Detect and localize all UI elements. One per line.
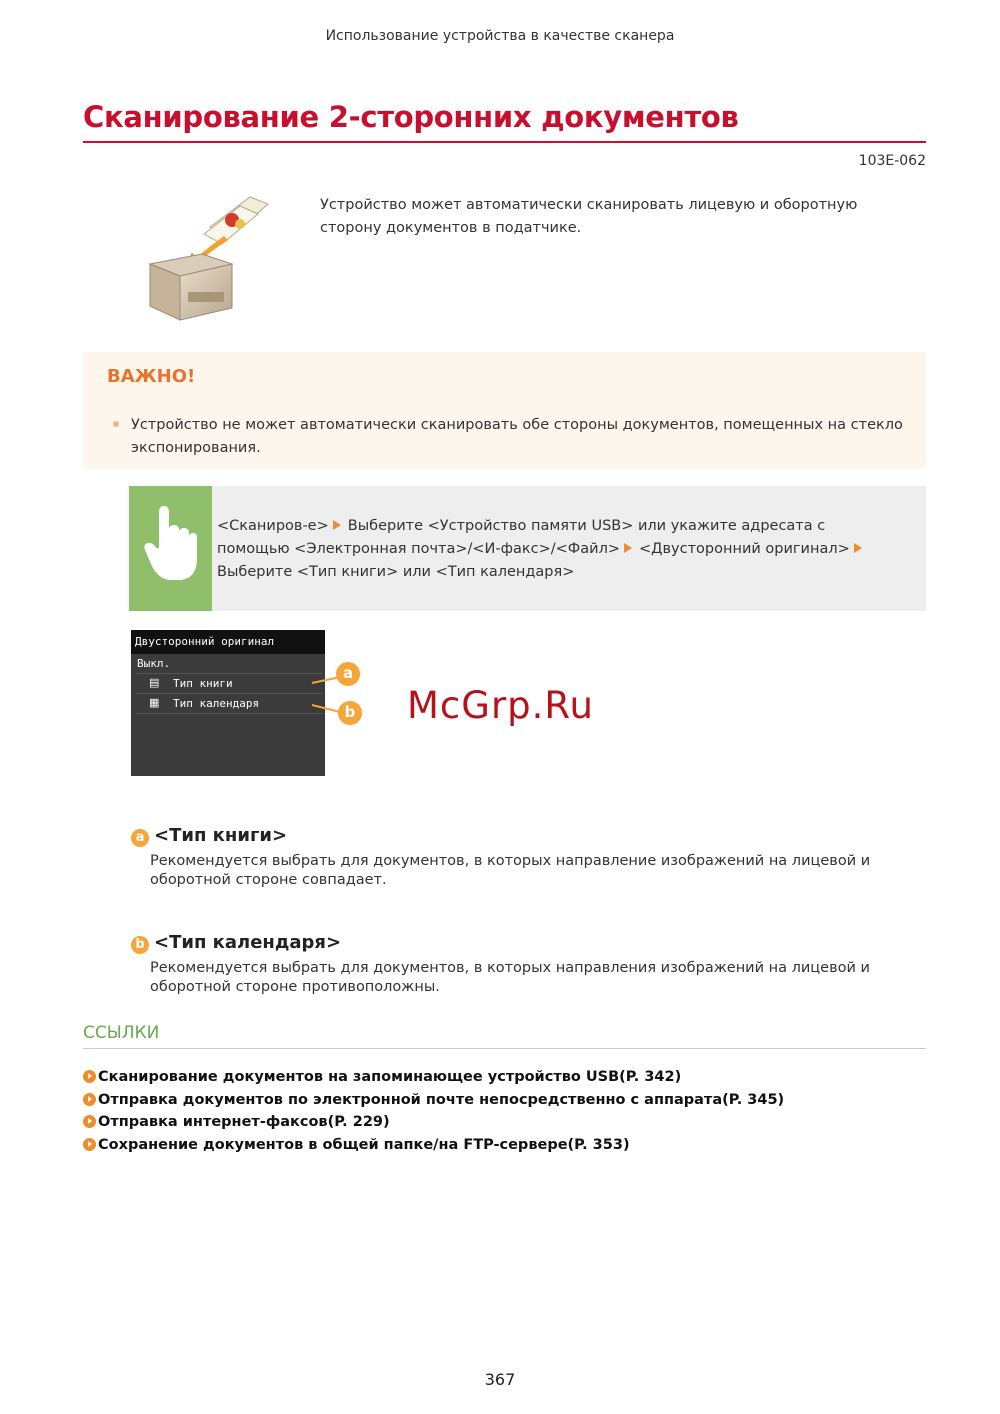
- watermark: McGrp.Ru: [407, 684, 594, 727]
- link-arrow-icon: [83, 1070, 96, 1083]
- callout-badge-b: b: [338, 701, 362, 725]
- calendar-type-icon: ▦: [149, 696, 160, 709]
- link-label: Отправка интернет-факсов(P. 229): [98, 1114, 390, 1130]
- step-part-duplex: <Двусторонний оригинал>: [639, 541, 850, 557]
- page-number: 367: [484, 1370, 516, 1389]
- title-rule: [83, 141, 926, 143]
- screen-divider: [136, 713, 322, 714]
- step-part-destination: Выберите <Устройство памяти USB> или укажите адресата с помощью <Электронная почта>/<И-факс>/<Файл>: [217, 518, 826, 557]
- bullet-icon: [113, 421, 119, 427]
- running-header: Использование устройства в качестве сканера: [325, 28, 675, 44]
- important-label: ВАЖНО!: [107, 366, 196, 387]
- step-arrow-icon: [624, 543, 632, 553]
- document-code: 103E-062: [858, 153, 926, 169]
- step-part-scan: <Сканиров-е>: [217, 518, 329, 534]
- step-icon-area: [129, 486, 212, 611]
- link-label: Отправка документов по электронной почте непосредственно с аппарата(P. 345): [98, 1092, 785, 1108]
- screen-option-off[interactable]: Выкл.: [137, 657, 171, 670]
- screen-option-calendar-type[interactable]: Тип календаря: [173, 697, 260, 710]
- link-arrow-icon: [83, 1093, 96, 1106]
- screen-divider: [136, 673, 322, 674]
- step-instruction: [217, 515, 897, 584]
- book-type-icon: ▤: [149, 676, 160, 689]
- link-arrow-icon: [83, 1138, 96, 1151]
- intro-text: Устройство может автоматически сканировать лицевую и оборотную сторону документов в податчике.: [320, 197, 858, 236]
- scanner-illustration: [140, 192, 280, 327]
- item-desc-book-type: Рекомендуется выбрать для документов, в которых направление изображений на лицевой и оборотной стороне совпадает.: [150, 853, 871, 888]
- scanner-icon: [150, 254, 232, 320]
- link-label: Сохранение документов в общей папке/на FTP-сервере(P. 353): [98, 1137, 630, 1153]
- step-arrow-icon: [333, 520, 341, 530]
- screen-title: Двусторонний оригинал: [135, 635, 275, 648]
- hand-pointer-icon: [129, 486, 212, 611]
- step-arrow-icon: [854, 543, 862, 553]
- item-badge-a: a: [131, 829, 149, 847]
- page-title: Сканирование 2-сторонних документов: [83, 100, 739, 134]
- item-badge-b: b: [131, 936, 149, 954]
- screen-divider: [136, 693, 322, 694]
- screen-option-book-type[interactable]: Тип книги: [173, 677, 233, 690]
- item-heading-calendar-type: <Тип календаря>: [154, 932, 342, 953]
- link-save-shared-folder[interactable]: [83, 1137, 630, 1153]
- link-scan-usb[interactable]: [83, 1069, 681, 1085]
- step-part-select-type: Выберите <Тип книги> или <Тип календаря>: [217, 564, 575, 580]
- links-heading: ССЫЛКИ: [83, 1023, 160, 1043]
- link-send-email[interactable]: [83, 1092, 784, 1108]
- links-rule: [83, 1048, 926, 1049]
- callout-badge-a: a: [336, 662, 360, 686]
- important-text: Устройство не может автоматически сканировать обе стороны документов, помещенных на стекло экспонирования.: [131, 417, 903, 456]
- link-arrow-icon: [83, 1115, 96, 1128]
- item-heading-book-type: <Тип книги>: [154, 825, 288, 846]
- link-label: Сканирование документов на запоминающее устройство USB(P. 342): [98, 1069, 682, 1085]
- link-send-ifax[interactable]: [83, 1114, 390, 1130]
- document-sheets-icon: [204, 197, 268, 244]
- item-desc-calendar-type: Рекомендуется выбрать для документов, в которых направления изображений на лицевой и оборотной стороне противоположны.: [150, 960, 870, 995]
